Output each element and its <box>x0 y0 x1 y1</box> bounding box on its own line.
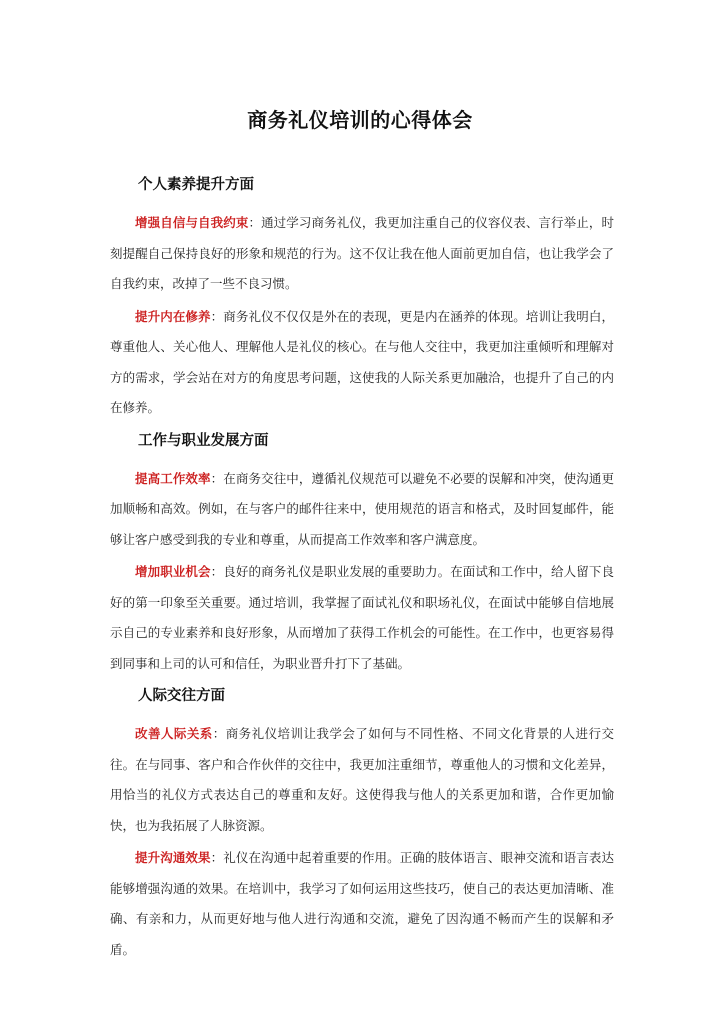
paragraph <box>110 208 614 300</box>
paragraph <box>110 843 614 965</box>
paragraph-text: ：商务礼仪不仅仅是外在的表现，更是内在涵养的体现。培训让我明白，尊重他人、关心他人、理解他人是礼仪的核心。在与他人交往中，我更加注重倾听和理解对方的需求，学会站在对方的角度思考问题，这使我的人际关系更加融洽，也提升了自己的内在修养。 <box>110 308 614 415</box>
paragraph-text: ：良好的商务礼仪是职业发展的重要助力。在面试和工作中，给人留下良好的第一印象至关重要。通过培训，我掌握了面试礼仪和职场礼仪，在面试中能够自信地展示自己的专业素养和良好形象，从而增加了获得工作机会的可能性。在工作中，也更容易得到同事和上司的认可和信任，为职业晋升打下了基础。 <box>110 564 614 671</box>
paragraph <box>110 302 614 424</box>
section-interpersonal <box>110 681 614 965</box>
paragraph-lead: 提升内在修养 <box>135 308 211 324</box>
paragraph-text: ：在商务交往中，遵循礼仪规范可以避免不必要的误解和冲突，使沟通更加顺畅和高效。例如，在与客户的邮件往来中，使用规范的语言和格式，及时回复邮件，能够让客户感受到我的专业和尊重，从而提高工作效率和客户满意度。 <box>110 470 614 547</box>
paragraph-lead: 提升沟通效果 <box>135 850 211 865</box>
paragraph <box>110 719 614 841</box>
paragraph-text: ：礼仪在沟通中起着重要的作用。正确的肢体语言、眼神交流和语言表达能够增强沟通的效果。在培训中，我学习了如何运用这些技巧，使自己的表达更加清晰、准确、有亲和力，从而更好地与他人进行沟通和交流，避免了因沟通不畅而产生的误解和矛盾。 <box>110 850 614 957</box>
section-heading: 个人素养提升方面 <box>138 177 254 193</box>
section-heading: 工作与职业发展方面 <box>138 432 269 449</box>
paragraph-lead: 增强自信与自我约束 <box>135 215 249 230</box>
document-title: 商务礼仪培训的心得体会 <box>247 108 473 132</box>
section-career-development <box>110 426 614 680</box>
paragraph <box>110 557 614 679</box>
section-personal-quality <box>110 170 614 424</box>
paragraph-text: ：通过学习商务礼仪，我更加注重自己的仪容仪表、言行举止，时刻提醒自己保持良好的形象和规范的行为。这不仅让我在他人面前更加自信，也让我学会了自我约束，改掉了一些不良习惯。 <box>110 215 614 291</box>
paragraph-lead: 提高工作效率 <box>135 470 211 486</box>
document-body <box>110 170 614 967</box>
paragraph <box>110 464 614 556</box>
paragraph-lead: 改善人际关系 <box>135 726 213 741</box>
section-heading: 人际交往方面 <box>138 688 225 704</box>
paragraph-text: ：商务礼仪培训让我学会了如何与不同性格、不同文化背景的人进行交往。在与同事、客户和合作伙伴的交往中，我更加注重细节，尊重他人的习惯和文化差异，用恰当的礼仪方式表达自己的尊重和友好。这使得我与他人的关系更加和谐，合作更加愉快，也为我拓展了人脉资源。 <box>110 726 614 833</box>
paragraph-lead: 增加职业机会 <box>135 564 211 579</box>
